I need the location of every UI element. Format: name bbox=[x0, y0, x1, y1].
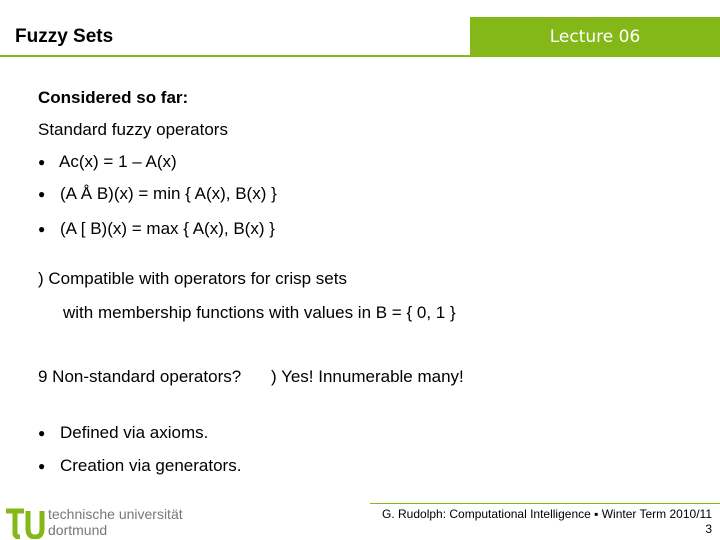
bullet-axioms bbox=[38, 423, 208, 443]
university-line2: dortmund bbox=[48, 522, 108, 538]
university-name bbox=[48, 506, 183, 538]
answer-text: ) Yes! Innumerable many! bbox=[271, 367, 464, 386]
slide-title: Fuzzy Sets bbox=[15, 26, 114, 47]
bullet-text: (A [ B)(x) = max { A(x), B(x) } bbox=[59, 219, 275, 238]
footer-credit: G. Rudolph: Computational Intelligence ▪ Winter Term 2010/11 bbox=[382, 507, 712, 521]
footer-info bbox=[382, 507, 712, 537]
membership-text: with membership functions with values in B = { 0, 1 } bbox=[63, 303, 456, 322]
compatible-text: ) Compatible with operators for crisp sets bbox=[38, 269, 347, 288]
university-line1: technische universität bbox=[48, 506, 183, 522]
lecture-label: Lecture 06 bbox=[549, 27, 641, 47]
content-subheading: Standard fuzzy operators bbox=[38, 120, 228, 139]
page-number: 3 bbox=[705, 522, 712, 536]
lecture-badge bbox=[470, 17, 720, 57]
bullet-text: Defined via axioms. bbox=[59, 423, 209, 442]
bullet-text: (A Å B)(x) = min { A(x), B(x) } bbox=[59, 184, 277, 203]
bullet-union bbox=[38, 219, 275, 239]
bullet-text: Ac(x) = 1 – A(x) bbox=[59, 152, 177, 171]
bullet-text: Creation via generators. bbox=[59, 456, 242, 475]
footer-divider bbox=[370, 503, 720, 504]
content-heading: Considered so far: bbox=[38, 88, 189, 107]
bullet-generators bbox=[38, 456, 241, 476]
bullet-intersection bbox=[38, 184, 277, 204]
question-text: 9 Non-standard operators? bbox=[38, 367, 242, 386]
bullet-complement bbox=[38, 152, 177, 172]
